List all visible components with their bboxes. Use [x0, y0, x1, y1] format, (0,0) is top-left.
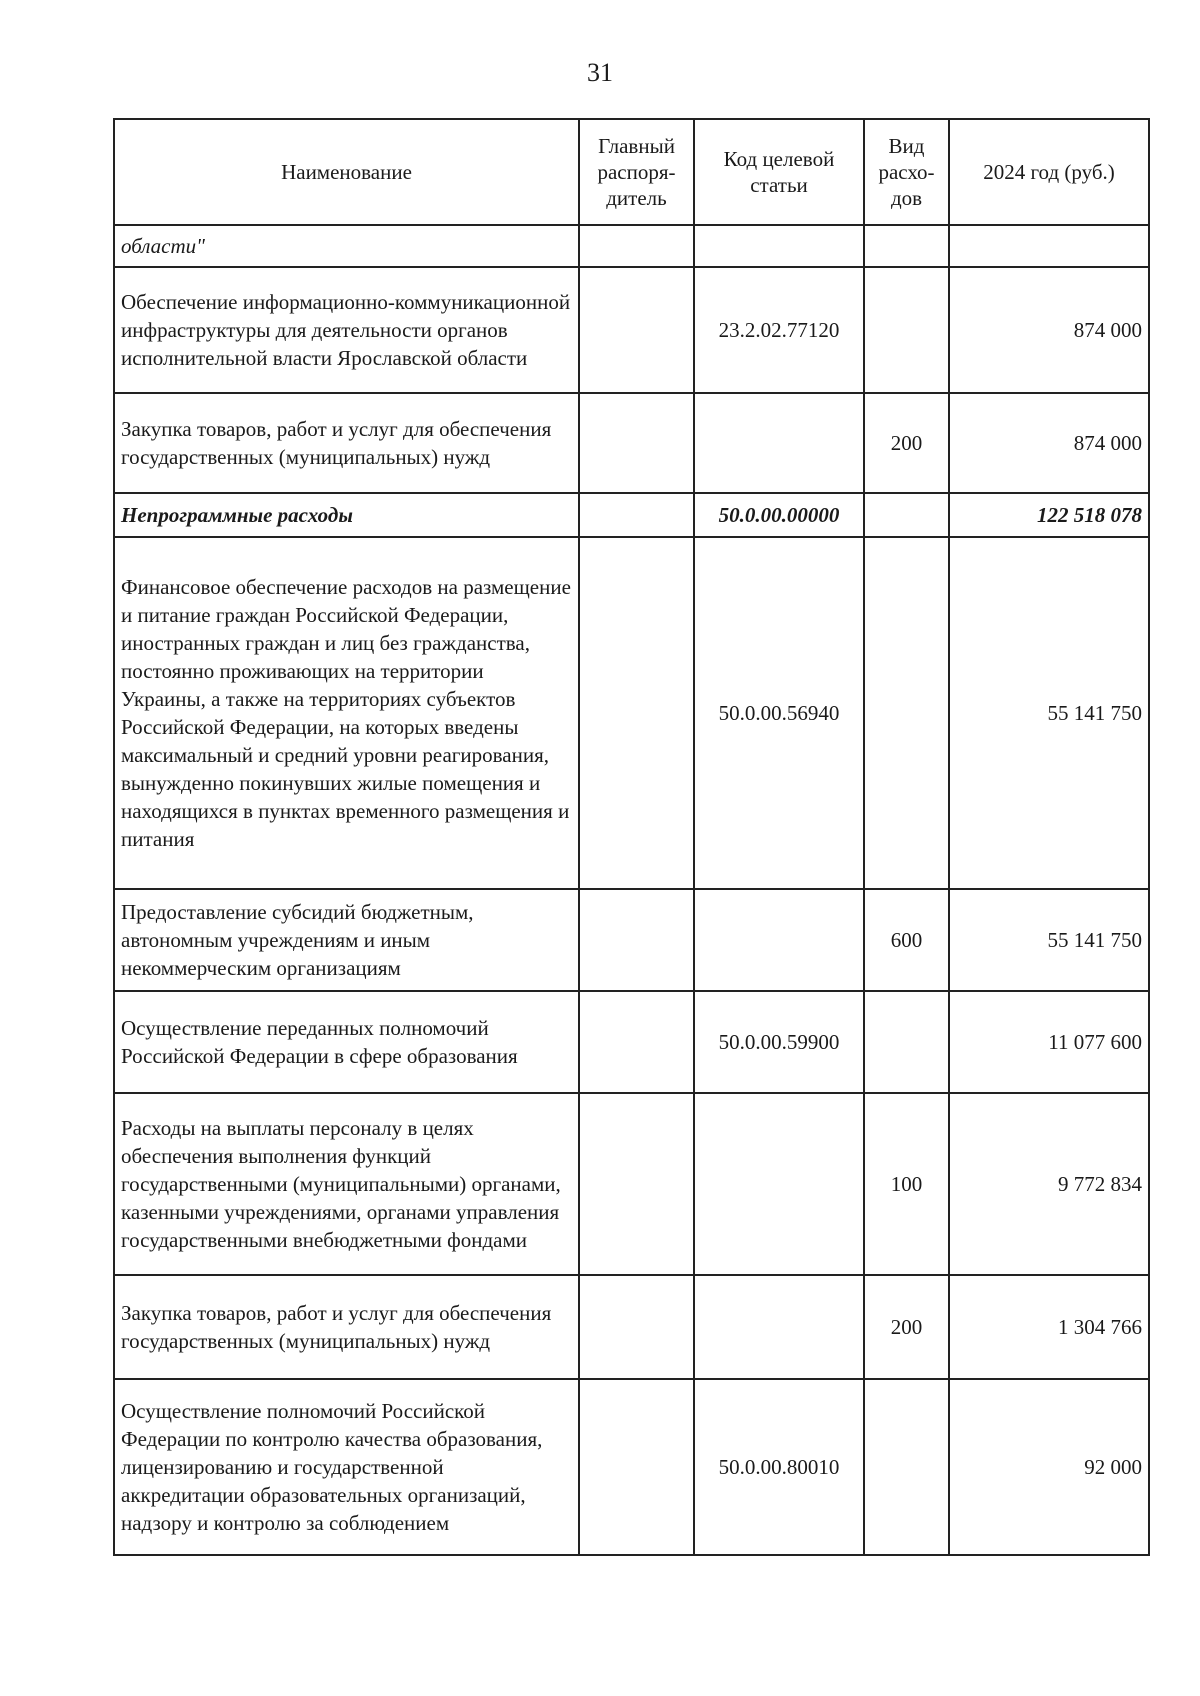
row-code: 50.0.00.56940	[694, 537, 864, 889]
header-admin: Главный распоря-дитель	[579, 119, 694, 225]
table-row	[114, 537, 1149, 889]
table-row	[114, 991, 1149, 1093]
table-row	[114, 889, 1149, 991]
table-row	[114, 1275, 1149, 1379]
row-sum	[949, 225, 1149, 267]
row-admin	[579, 889, 694, 991]
page-number: 31	[587, 58, 613, 87]
row-sum: 9 772 834	[949, 1093, 1149, 1275]
table-row	[114, 1379, 1149, 1555]
row-type	[864, 225, 949, 267]
row-type	[864, 493, 949, 537]
row-admin	[579, 493, 694, 537]
row-name: Закупка товаров, работ и услуг для обеспечения государственных (муниципальных) нужд	[114, 393, 579, 493]
row-sum: 874 000	[949, 393, 1149, 493]
row-name: Закупка товаров, работ и услуг для обеспечения государственных (муниципальных) нужд	[114, 1275, 579, 1379]
row-code: 23.2.02.77120	[694, 267, 864, 393]
row-name: Обеспечение информационно-коммуникационной инфраструктуры для деятельности органов исполнительной власти Ярославской области	[114, 267, 579, 393]
row-sum: 122 518 078	[949, 493, 1149, 537]
row-code: 50.0.00.00000	[694, 493, 864, 537]
row-sum: 11 077 600	[949, 991, 1149, 1093]
budget-table	[113, 118, 1150, 1556]
row-admin	[579, 267, 694, 393]
row-code	[694, 889, 864, 991]
row-code: 50.0.00.59900	[694, 991, 864, 1093]
row-admin	[579, 991, 694, 1093]
row-name: Непрограммные расходы	[114, 493, 579, 537]
row-admin	[579, 225, 694, 267]
row-code	[694, 1275, 864, 1379]
row-name: Осуществление полномочий Российской Федерации по контролю качества образования, лицензированию и государственной аккредитации образовательных организаций, надзору и контролю за соблюдением	[114, 1379, 579, 1555]
row-type	[864, 1379, 949, 1555]
row-type: 200	[864, 1275, 949, 1379]
row-name: области"	[114, 225, 579, 267]
row-type	[864, 267, 949, 393]
row-sum: 55 141 750	[949, 889, 1149, 991]
header-sum: 2024 год (руб.)	[949, 119, 1149, 225]
row-type: 600	[864, 889, 949, 991]
table-row	[114, 393, 1149, 493]
row-name: Расходы на выплаты персоналу в целях обеспечения выполнения функций государственными (муниципальными) органами, казенными учреждениями, органами управления государственными внебюджетными фондами	[114, 1093, 579, 1275]
row-sum: 55 141 750	[949, 537, 1149, 889]
row-type: 100	[864, 1093, 949, 1275]
row-admin	[579, 1275, 694, 1379]
row-type	[864, 991, 949, 1093]
row-code	[694, 1093, 864, 1275]
row-type: 200	[864, 393, 949, 493]
row-code	[694, 225, 864, 267]
table-row	[114, 1093, 1149, 1275]
header-code: Код целевой статьи	[694, 119, 864, 225]
row-name: Предоставление субсидий бюджетным, автономным учреждениям и иным некоммерческим организациям	[114, 889, 579, 991]
row-name: Финансовое обеспечение расходов на размещение и питание граждан Российской Федерации, иностранных граждан и лиц без гражданства, постоянно проживающих на территории Украины, а также на территориях субъектов Российской Федерации, на которых введены максимальный и средний уровни реагирования, вынужденно покинувших жилые помещения и находящихся в пунктах временного размещения и питания	[114, 537, 579, 889]
row-sum: 1 304 766	[949, 1275, 1149, 1379]
row-admin	[579, 393, 694, 493]
table-header-row	[114, 119, 1149, 225]
row-code	[694, 393, 864, 493]
row-type	[864, 537, 949, 889]
row-sum: 874 000	[949, 267, 1149, 393]
table-row	[114, 225, 1149, 267]
row-code: 50.0.00.80010	[694, 1379, 864, 1555]
table-row	[114, 267, 1149, 393]
row-sum: 92 000	[949, 1379, 1149, 1555]
table-row	[114, 493, 1149, 537]
row-admin	[579, 1093, 694, 1275]
row-name: Осуществление переданных полномочий Российской Федерации в сфере образования	[114, 991, 579, 1093]
header-type: Вид расхо-дов	[864, 119, 949, 225]
header-name: Наименование	[114, 119, 579, 225]
row-admin	[579, 1379, 694, 1555]
row-admin	[579, 537, 694, 889]
